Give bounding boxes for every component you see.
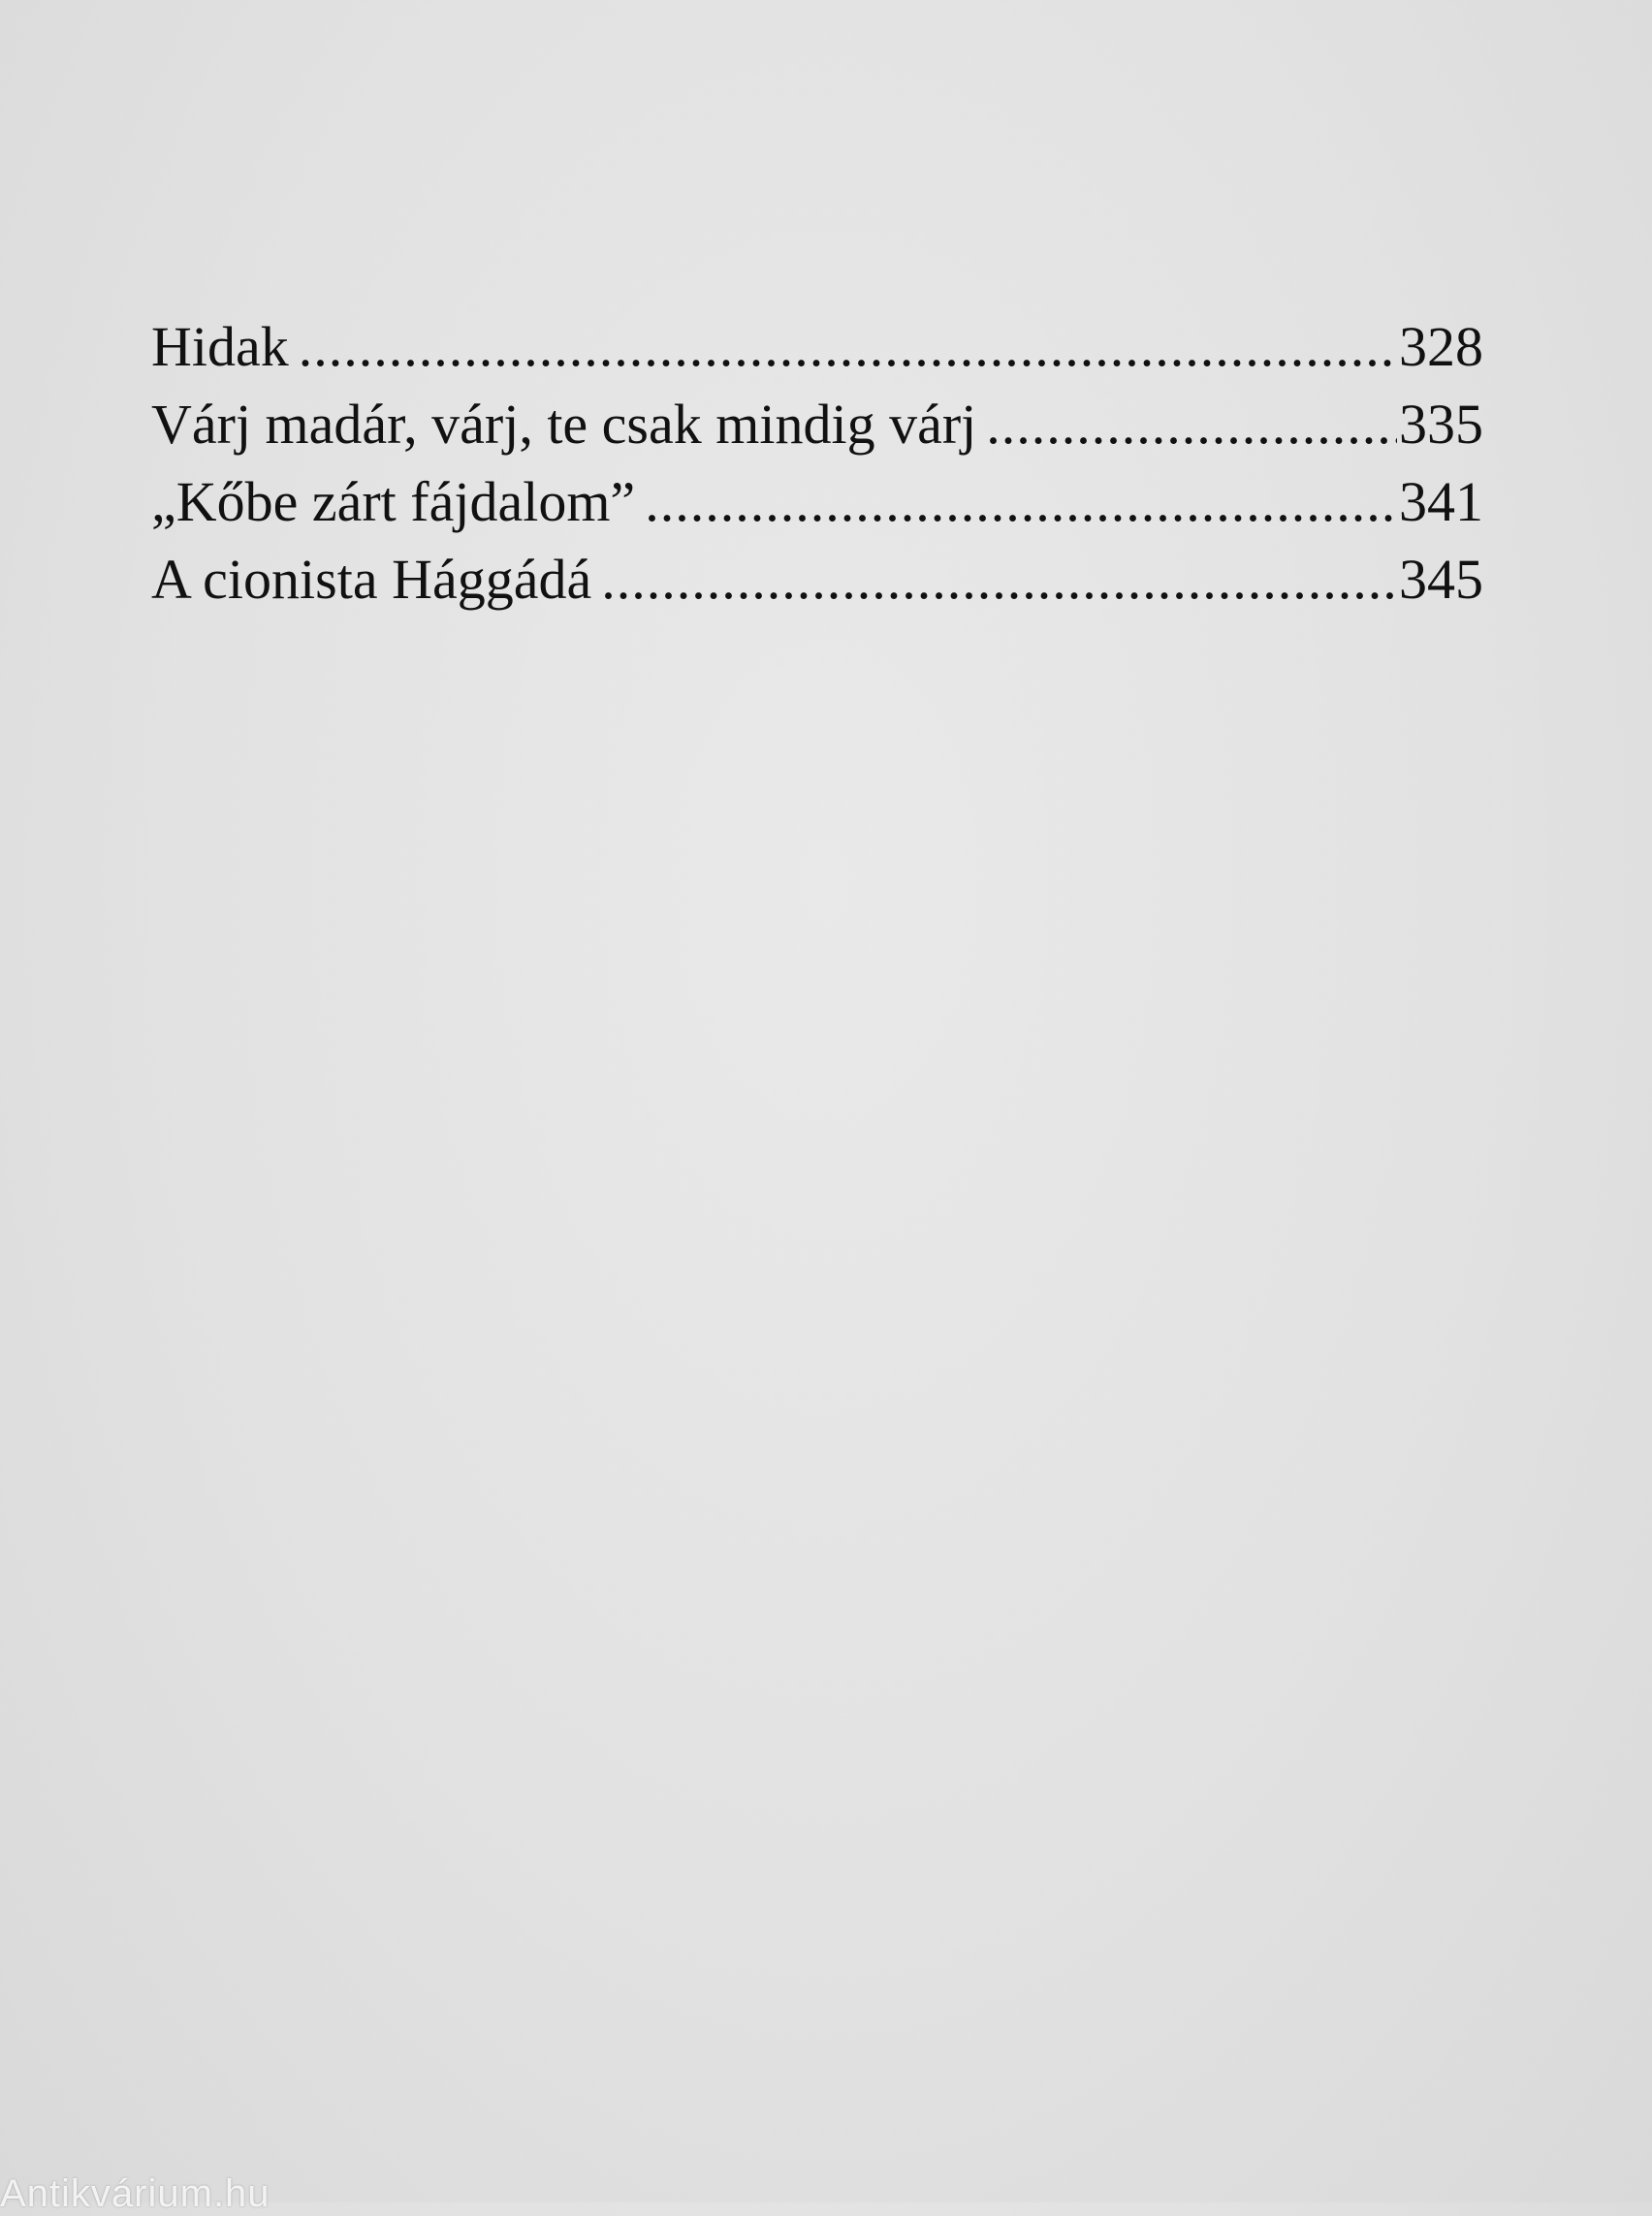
toc-dot-leader <box>986 386 1397 463</box>
toc-dot-leader <box>601 541 1397 618</box>
toc-entry <box>151 386 1483 463</box>
toc-entry-title: A cionista Hággádá <box>151 548 592 611</box>
toc-entry <box>151 541 1483 618</box>
toc-entry-title: Hidak <box>151 315 289 378</box>
toc-entry-title: Várj madár, várj, te csak mindig várj <box>151 393 977 456</box>
table-of-contents <box>151 308 1483 618</box>
toc-dot-leader <box>645 463 1397 541</box>
toc-entry-page-number: 345 <box>1399 548 1483 611</box>
toc-entry <box>151 308 1483 386</box>
toc-entry-title: „Kőbe zárt fájdalom” <box>151 470 636 533</box>
toc-dot-leader <box>299 308 1397 386</box>
toc-entry-page-number: 335 <box>1399 393 1483 456</box>
toc-entry-page-number: 341 <box>1399 470 1483 533</box>
toc-entry <box>151 463 1483 541</box>
watermark: Antikvárium.hu <box>0 2172 270 2215</box>
toc-entry-page-number: 328 <box>1399 315 1483 378</box>
